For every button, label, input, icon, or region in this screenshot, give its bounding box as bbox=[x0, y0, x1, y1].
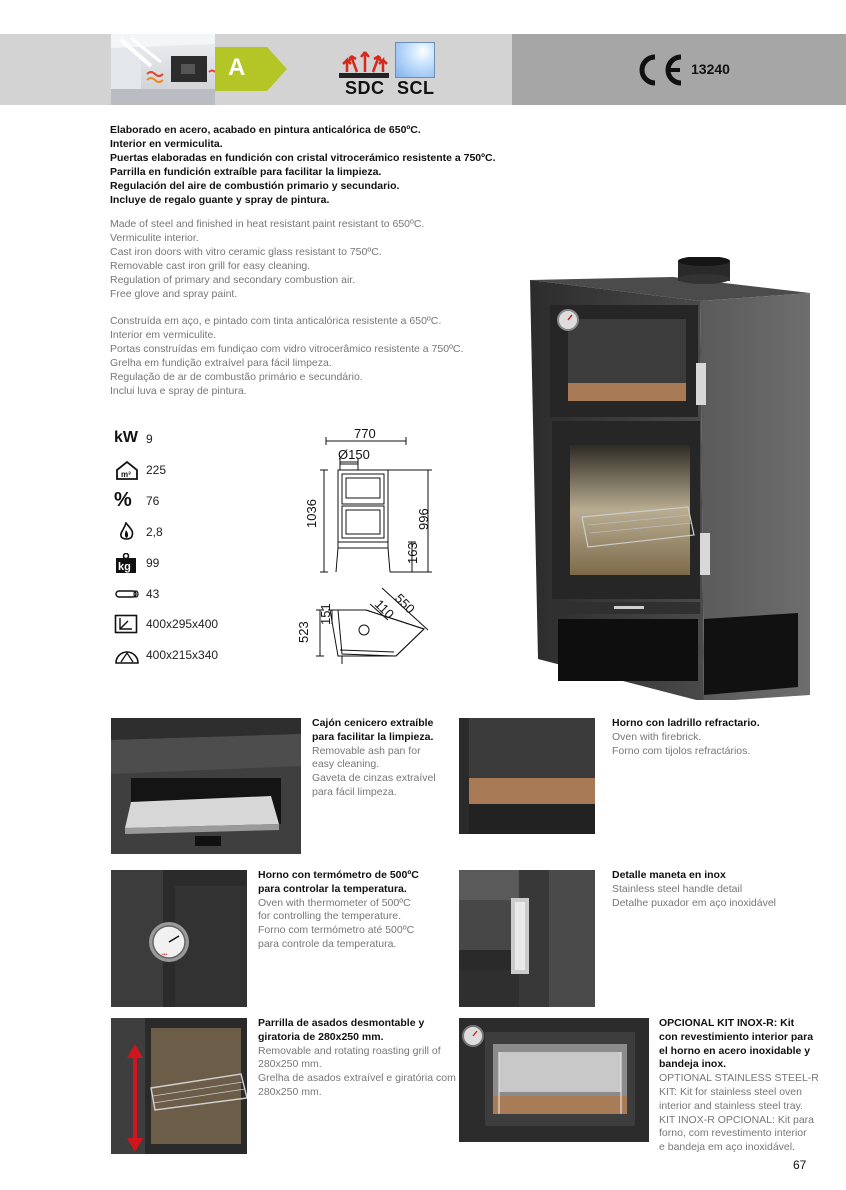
caption-line: KIT: Kit for stainless steel oven bbox=[659, 1085, 802, 1098]
caption-line: bandeja inox. bbox=[659, 1058, 727, 1071]
spec-power bbox=[114, 429, 314, 449]
caption-line: 280x250 mm. bbox=[258, 1058, 322, 1071]
sdc-heat-icon bbox=[337, 42, 392, 78]
ce-mark-icon bbox=[636, 53, 686, 87]
ash-pan-photo bbox=[111, 718, 301, 854]
description-line: Incluye de regalo guante y spray de pintura. bbox=[110, 193, 330, 206]
inox-kit-photo bbox=[459, 1018, 649, 1142]
stove-main-image bbox=[528, 257, 810, 700]
description-line: Elaborado en acero, acabado en pintura anticalórica de 650ºC. bbox=[110, 124, 421, 136]
handle-photo bbox=[459, 870, 595, 1007]
oven-size-icon bbox=[114, 645, 140, 665]
spec-firebox-size bbox=[114, 614, 314, 634]
dimension-rear-offset: 151 bbox=[318, 603, 333, 625]
caption-line: Forno com termómetro até 500ºC bbox=[258, 924, 415, 937]
dimension-depth: 523 bbox=[296, 621, 311, 643]
caption-line: para fácil limpeza. bbox=[312, 785, 397, 798]
caption-line: Forno com tijolos refractários. bbox=[612, 744, 751, 757]
dimension-side: 550 bbox=[391, 590, 418, 617]
spec-value: 9 bbox=[146, 432, 153, 446]
spec-oven-size bbox=[114, 645, 314, 665]
energy-class-arrow bbox=[215, 47, 287, 91]
technical-drawing bbox=[296, 424, 456, 672]
description-line: Regulação de ar de combustão primário e secundário. bbox=[110, 370, 363, 383]
spec-value: 400x215x340 bbox=[146, 648, 219, 662]
caption-line: Removable and rotating roasting grill of bbox=[258, 1044, 441, 1057]
caption-line: OPTIONAL STAINLESS STEEL-R bbox=[659, 1072, 819, 1085]
dimension-flue-diameter: Ø150 bbox=[338, 447, 370, 462]
svg-text:•••: ••• bbox=[162, 952, 168, 958]
description-english bbox=[110, 218, 424, 301]
heating-volume-icon bbox=[114, 460, 140, 480]
log-length-icon bbox=[114, 584, 140, 604]
handle-caption bbox=[612, 869, 776, 910]
description-line: Construída em aço, e pintado com tinta anticalórica resistente a 650ºC. bbox=[110, 315, 442, 327]
caption-line: para controlar la temperatura. bbox=[258, 882, 407, 895]
caption-line: Grelha de asados extraível e giratória com bbox=[258, 1072, 456, 1085]
caption-line: Cajón cenicero extraíble bbox=[312, 717, 434, 729]
scl-label: SCL bbox=[397, 78, 435, 98]
caption-line: 280x250 mm. bbox=[258, 1085, 322, 1098]
spec-value: 99 bbox=[146, 556, 160, 570]
scl-glass-icon bbox=[395, 42, 435, 78]
thermometer-photo bbox=[111, 870, 247, 1007]
kw-icon: kW bbox=[114, 429, 138, 446]
caption-line: giratoria de 280x250 mm. bbox=[258, 1030, 384, 1043]
description-line: Regulation of primary and secondary combustion air. bbox=[110, 273, 356, 286]
svg-text:m³: m³ bbox=[121, 470, 131, 479]
roasting-grill-photo bbox=[111, 1018, 247, 1154]
dimension-flue-height: 996 bbox=[416, 508, 431, 530]
svg-text:kg: kg bbox=[118, 561, 131, 573]
dimension-total-height: 1036 bbox=[304, 499, 319, 528]
roasting-grill-caption bbox=[258, 1017, 456, 1100]
spec-value: 76 bbox=[146, 494, 160, 508]
spec-value: 2,8 bbox=[146, 525, 163, 539]
caption-line: Parrilla de asados desmontable y bbox=[258, 1017, 425, 1029]
caption-line: for controlling the temperature. bbox=[258, 910, 401, 923]
dimension-flue-offset: 110 bbox=[371, 596, 398, 622]
firebox-size-icon bbox=[114, 614, 140, 634]
spec-efficiency bbox=[114, 491, 314, 511]
spec-wood-consumption bbox=[114, 522, 314, 542]
efficiency-icon: % bbox=[114, 489, 132, 511]
wood-consumption-icon bbox=[114, 522, 140, 542]
caption-line: Oven with thermometer of 500ºC bbox=[258, 896, 411, 909]
weight-icon bbox=[114, 553, 140, 573]
caption-line: Oven with firebrick. bbox=[612, 730, 702, 743]
caption-line: Horno con ladrillo refractario. bbox=[612, 717, 760, 729]
description-line: Regulación del aire de combustión primario y secundario. bbox=[110, 179, 400, 192]
sdc-label: SDC bbox=[345, 78, 385, 98]
inox-kit-caption bbox=[659, 1017, 819, 1155]
caption-line: easy cleaning. bbox=[312, 758, 380, 771]
caption-line: interior and stainless steel tray. bbox=[659, 1099, 803, 1112]
spec-value: 400x295x400 bbox=[146, 617, 219, 631]
description-line: Interior em vermiculite. bbox=[110, 328, 217, 341]
description-line: Vermiculite interior. bbox=[110, 231, 199, 244]
page-number: 67 bbox=[793, 1158, 807, 1172]
spec-value: 225 bbox=[146, 463, 167, 477]
stove-room-illustration bbox=[111, 34, 215, 105]
description-line: Removable cast iron grill for easy cleaning. bbox=[110, 259, 311, 272]
spec-heating-volume bbox=[114, 460, 314, 480]
ce-number: 13240 bbox=[691, 61, 730, 77]
dimension-width: 770 bbox=[354, 426, 376, 441]
description-line: Cast iron doors with vitro ceramic glass resistant to 750ºC. bbox=[110, 245, 382, 258]
description-line: Interior en vermiculita. bbox=[110, 137, 223, 150]
caption-line: para controle da temperatura. bbox=[258, 937, 397, 950]
spec-log-length bbox=[114, 584, 314, 604]
description-line: Free glove and spray paint. bbox=[110, 287, 238, 300]
caption-line: Stainless steel handle detail bbox=[612, 882, 743, 895]
thermometer-caption bbox=[258, 869, 419, 952]
energy-class-letter: A bbox=[228, 54, 246, 81]
caption-line: OPCIONAL KIT INOX-R: Kit bbox=[659, 1017, 795, 1029]
description-line: Grelha em fundição extraível para fácil limpeza. bbox=[110, 356, 332, 369]
description-line: Portas construídas em fundiçao com vidro vitrocerâmico resistente a 750ºC. bbox=[110, 342, 464, 355]
caption-line: con revestimiento interior para bbox=[659, 1030, 814, 1043]
firebrick-oven-photo bbox=[459, 718, 595, 834]
caption-line: para facilitar la limpieza. bbox=[312, 730, 434, 743]
caption-line: Removable ash pan for bbox=[312, 744, 421, 757]
description-line: Made of steel and finished in heat resistant paint resistant to 650ºC. bbox=[110, 218, 425, 230]
description-line: Parrilla en fundición extraíble para facilitar la limpieza. bbox=[110, 165, 382, 178]
caption-line: Horno con termómetro de 500ºC bbox=[258, 869, 419, 881]
caption-line: Detalhe puxador em aço inoxidável bbox=[612, 896, 777, 909]
caption-line: el horno en acero inoxidable y bbox=[659, 1044, 811, 1057]
spec-value: 43 bbox=[146, 587, 160, 601]
description-portuguese bbox=[110, 315, 463, 398]
caption-line: Detalle maneta en inox bbox=[612, 869, 726, 881]
ash-pan-caption bbox=[312, 717, 436, 800]
description-spanish bbox=[110, 124, 495, 207]
caption-line: Gaveta de cinzas extraível bbox=[312, 772, 436, 785]
caption-line: forno, com revestimento interior bbox=[659, 1127, 807, 1140]
spec-weight bbox=[114, 553, 314, 573]
dimension-base-height: 163 bbox=[405, 542, 420, 564]
caption-line: e bandeja em aço inoxidável. bbox=[659, 1141, 796, 1154]
firebrick-oven-caption bbox=[612, 717, 760, 758]
caption-line: KIT INOX-R OPCIONAL: Kit para bbox=[659, 1113, 815, 1126]
description-line: Puertas elaboradas en fundición con cristal vitrocerámico resistente a 750ºC. bbox=[110, 151, 496, 164]
description-line: Inclui luva e spray de pintura. bbox=[110, 384, 247, 397]
